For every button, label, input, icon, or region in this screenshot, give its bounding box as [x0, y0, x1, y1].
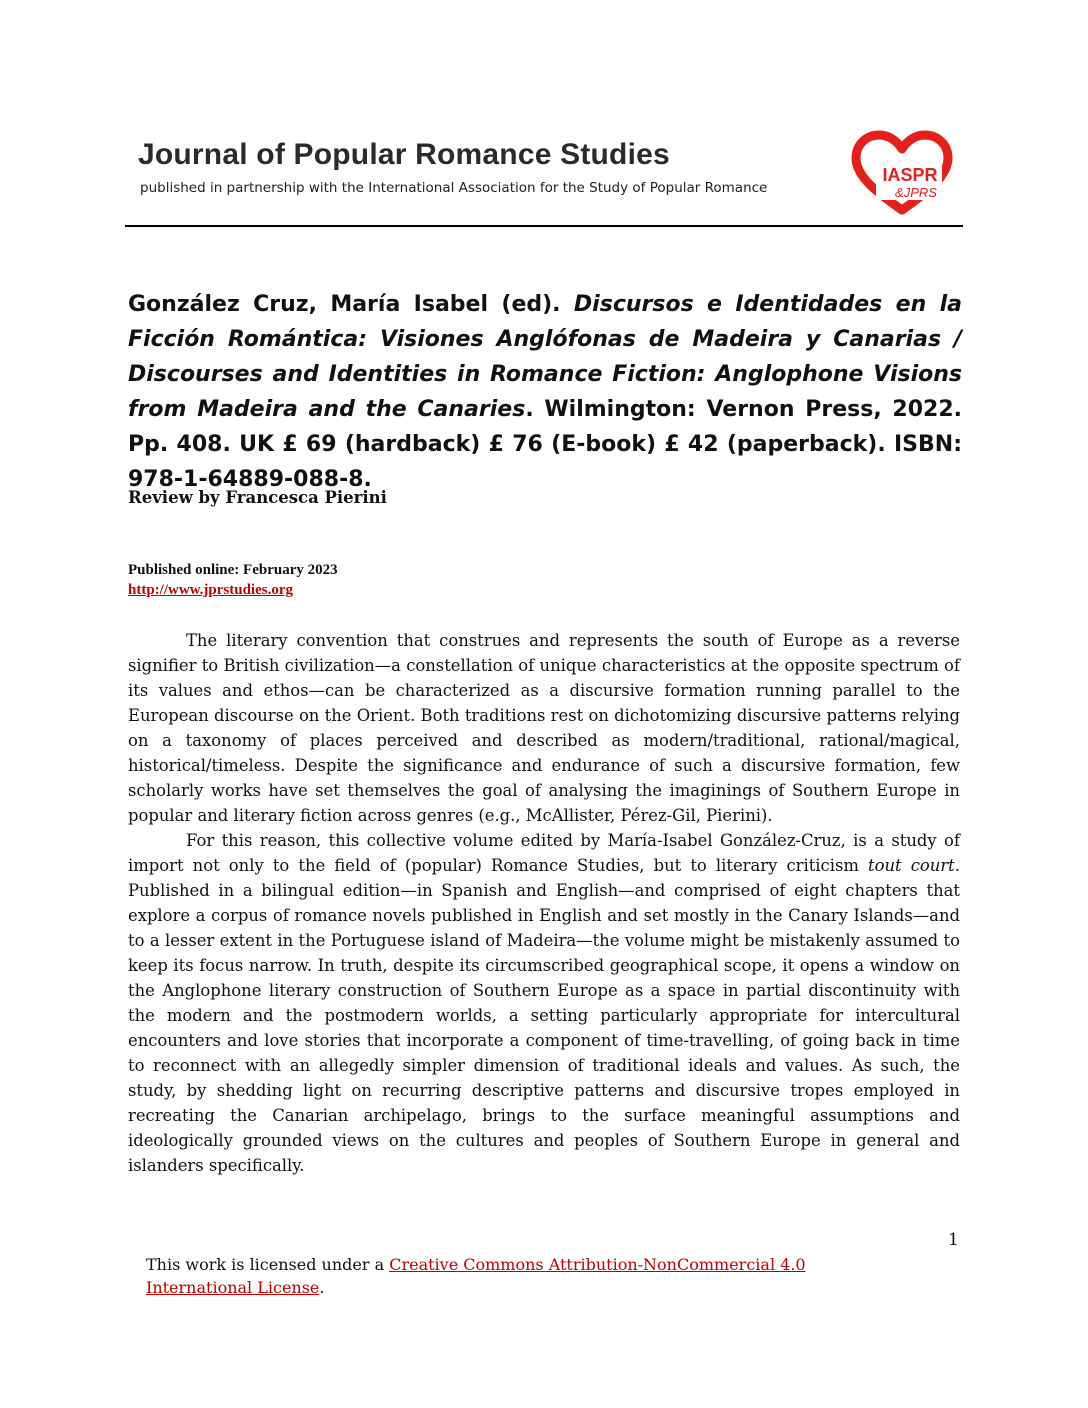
paragraph-2-italic: tout court: [868, 856, 955, 875]
citation-author: González Cruz, María Isabel (ed).: [128, 292, 561, 317]
header-divider: [125, 225, 963, 227]
journal-title: Journal of Popular Romance Studies: [138, 138, 670, 171]
citation-details: . Wilmington: Vernon Press, 2022. Pp. 408. UK £ 69 (hardback) £ 76 (E-book) £ 42 (paperback). ISBN: 978-1-64889-088-8.: [128, 397, 962, 492]
publication-date: Published online: February 2023: [128, 562, 338, 578]
license-notice: [146, 1253, 866, 1299]
review-body: [128, 628, 960, 1178]
page-number: 1: [948, 1230, 959, 1250]
license-link[interactable]: Creative Commons Attribution-NonCommercial 4.0 International License: [146, 1255, 806, 1297]
journal-subtitle: published in partnership with the International Association for the Study of Popular Romance: [140, 180, 768, 196]
reviewer-line: Review by Francesca Pierini: [128, 488, 387, 507]
license-suffix: .: [319, 1278, 325, 1297]
logo-text-line2: &JPRS: [895, 185, 937, 200]
heart-logo-icon: [846, 130, 958, 218]
paragraph-2-start: For this reason, this collective volume edited by María-Isabel González-Cruz, is a study of import not only to the field of (popular) Romance Studies, but to literary criticism: [128, 831, 960, 875]
journal-url-link[interactable]: http://www.jprstudies.org: [128, 582, 294, 598]
license-prefix: This work is licensed under a: [146, 1255, 390, 1274]
paragraph-1: The literary convention that construes and represents the south of Europe as a reverse signifier to British civilization—a constellation of unique characteristics at the opposite spectrum of its values and ethos—can be characterized as a discursive formation running parallel to the European discourse on the Orient. Both traditions rest on dichotomizing discursive patterns relying on a taxonomy of places perceived and described as modern/traditional, rational/magical, historical/timeless. Despite the significance and endurance of such a discursive formation, few scholarly works have set themselves the goal of analysing the imaginings of Southern Europe in popular and literary fiction across genres (e.g., McAllister, Pérez-Gil, Pierini).: [128, 631, 960, 825]
citation-book-title: Discursos e Identidades en la Ficción Romántica: Visiones Anglófonas de Madeira y Canarias / Discourses and Identities in Romance Fiction: Anglophone Visions from Madeira and the Canaries: [128, 292, 963, 422]
paragraph-2-end: . Published in a bilingual edition—in Spanish and English—and comprised of eight chapters that explore a corpus of romance novels published in English and set mostly in the Canary Islands—and to a lesser extent in the Portuguese island of Madeira—the volume might be mistakenly assumed to keep its focus narrow. In truth, despite its circumscribed geographical scope, it opens a window on the Anglophone literary construction of Southern Europe as a space in partial discontinuity with the modern and the postmodern worlds, a setting particularly appropriate for intercultural encounters and love stories that incorporate a component of time-travelling, of going back in time to reconnect with an allegedly simpler dimension of traditional ideals and values. As such, the study, by shedding light on recurring descriptive patterns and discursive tropes employed in recreating the Canarian archipelago, brings to the surface meaningful assumptions and ideologically grounded views on the cultures and peoples of Southern Europe in general and islanders specifically.: [128, 856, 960, 1175]
paragraph-2: [128, 828, 960, 1178]
book-citation: [128, 287, 962, 497]
logo-text-line1: IASPR: [882, 165, 938, 185]
